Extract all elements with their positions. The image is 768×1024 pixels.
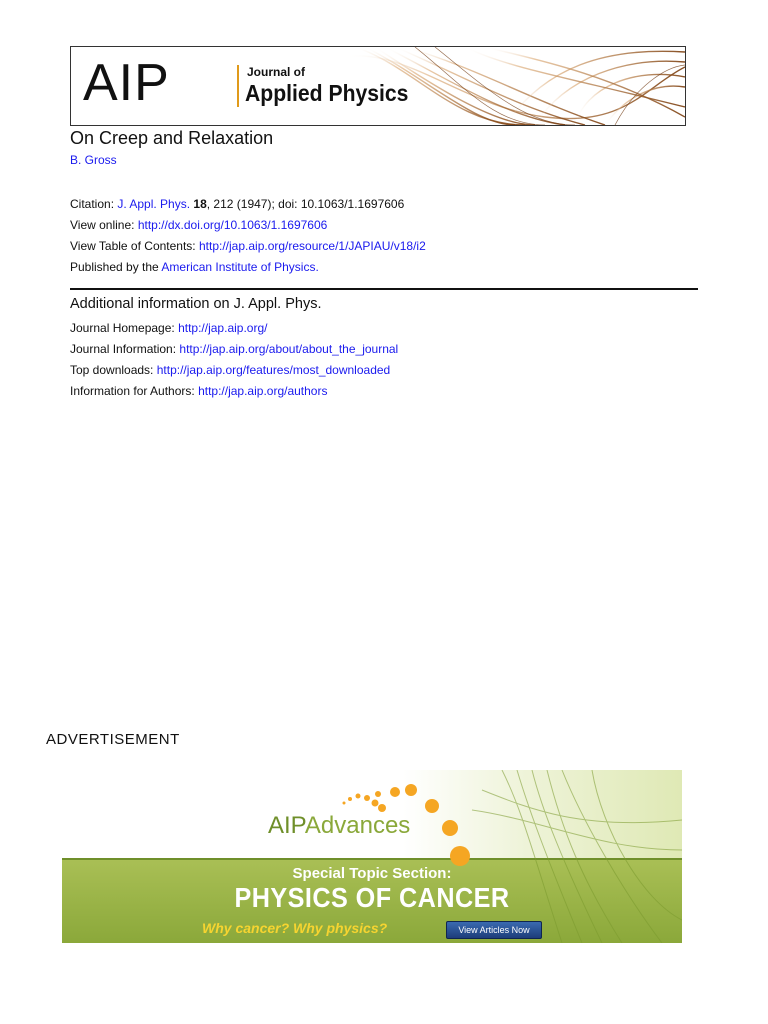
additional-info-list bbox=[70, 318, 398, 402]
advertisement-label: ADVERTISEMENT bbox=[46, 731, 180, 748]
view-articles-button[interactable]: View Articles Now bbox=[446, 921, 542, 939]
view-online-link[interactable]: http://dx.doi.org/10.1063/1.1697606 bbox=[137, 218, 328, 232]
list-item bbox=[70, 381, 398, 402]
ad-decoration-art bbox=[62, 770, 682, 943]
author-link[interactable]: B. Gross bbox=[70, 153, 117, 167]
aip-advances-logo bbox=[268, 812, 410, 840]
published-line bbox=[70, 257, 426, 278]
published-label: Published by the bbox=[70, 260, 162, 274]
info-label: Journal Homepage: bbox=[70, 321, 179, 335]
ad-tagline: Why cancer? Why physics? bbox=[202, 920, 388, 936]
ad-special-topic: Special Topic Section: bbox=[292, 865, 452, 882]
aip-logo: AIP bbox=[83, 54, 170, 112]
toc-line bbox=[70, 236, 426, 257]
citation-journal-link[interactable]: J. Appl. Phys. bbox=[117, 197, 191, 211]
citation-block bbox=[70, 194, 426, 278]
view-online-line bbox=[70, 215, 426, 236]
citation-label: Citation: bbox=[70, 197, 118, 211]
aip-advances-logo-aip: AIP bbox=[268, 812, 305, 839]
list-item bbox=[70, 318, 398, 339]
ad-headline: PHYSICS OF CANCER bbox=[234, 882, 510, 913]
section-divider bbox=[70, 288, 698, 290]
publisher-link[interactable]: American Institute of Physics. bbox=[161, 260, 319, 274]
toc-label: View Table of Contents: bbox=[70, 239, 199, 253]
citation-rest: , 212 (1947); doi: 10.1063/1.1697606 bbox=[206, 197, 405, 211]
aip-advances-logo-advances: Advances bbox=[304, 812, 411, 839]
article-title: On Creep and Relaxation bbox=[70, 128, 274, 148]
list-item bbox=[70, 339, 398, 360]
citation-line bbox=[70, 194, 426, 215]
advertisement-banner[interactable] bbox=[62, 770, 682, 943]
top-downloads-link[interactable]: http://jap.aip.org/features/most_downloaded bbox=[156, 363, 391, 377]
authors-info-link[interactable]: http://jap.aip.org/authors bbox=[198, 384, 328, 398]
additional-info-title: Additional information on J. Appl. Phys. bbox=[70, 296, 322, 312]
journal-of-label: Journal of bbox=[247, 65, 306, 79]
info-label: Information for Authors: bbox=[70, 384, 199, 398]
view-online-label: View online: bbox=[70, 218, 138, 232]
banner-swirl-art bbox=[345, 47, 685, 125]
journal-banner bbox=[70, 46, 686, 126]
journal-information-link[interactable]: http://jap.aip.org/about/about_the_journal bbox=[179, 342, 399, 356]
toc-link[interactable]: http://jap.aip.org/resource/1/JAPIAU/v18/i2 bbox=[198, 239, 426, 253]
list-item bbox=[70, 360, 398, 381]
journal-homepage-link[interactable]: http://jap.aip.org/ bbox=[178, 321, 268, 335]
citation-volume: 18 bbox=[193, 197, 207, 211]
info-label: Top downloads: bbox=[70, 363, 157, 377]
info-label: Journal Information: bbox=[70, 342, 180, 356]
journal-name: Applied Physics bbox=[245, 80, 409, 106]
logo-divider bbox=[237, 65, 239, 107]
